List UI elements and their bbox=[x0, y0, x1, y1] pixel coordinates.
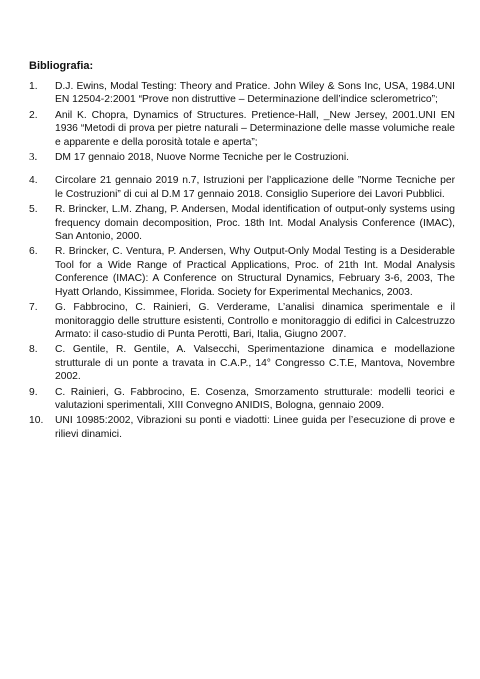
reference-text: G. Fabbrocino, C. Rainieri, G. Verderame, L’analisi dinamica sperimentale e il monitoraggio delle strutture esistenti, Controllo e monitoraggio di edifici in Calcestruzzo Armato: il caso-studio di Punta Perotti, Bari, Italia, Giugno 2007. bbox=[55, 302, 455, 340]
reference-item bbox=[29, 109, 455, 149]
reference-number: 7. bbox=[29, 302, 38, 314]
reference-text: Circolare 21 gennaio 2019 n.7, Istruzioni per l’applicazione delle ”Norme Tecniche per le Costruzioni” di cui al D.M 17 gennaio 2018. Consiglio Superiore dei Lavori Pubblici. bbox=[55, 175, 455, 200]
reference-number: 1. bbox=[29, 81, 38, 92]
reference-list bbox=[29, 80, 455, 443]
reference-number: 4. bbox=[29, 175, 38, 187]
reference-number: 3. bbox=[29, 151, 38, 164]
reference-text: DM 17 gennaio 2018, Nuove Norme Tecniche per le Costruzioni. bbox=[55, 152, 350, 164]
reference-text: R. Brincker, L.M. Zhang, P. Andersen, Modal identification of output-only systems using frequency domain decomposition, Proc. 18th Int. Modal Analysis Conference (IMAC), San Antonio, 2000. bbox=[55, 204, 455, 243]
reference-number: 2. bbox=[29, 109, 38, 121]
reference-text: C. Rainieri, G. Fabbrocino, E. Cosenza, Smorzamento strutturale: modelli teorici e valutazioni sperimentali, XIII Convegno ANIDIS, Bologna, gennaio 2009. bbox=[55, 386, 455, 411]
reference-item bbox=[29, 343, 455, 383]
reference-number: 5. bbox=[29, 204, 38, 216]
reference-item bbox=[29, 245, 455, 299]
reference-item bbox=[29, 80, 455, 107]
reference-item bbox=[29, 386, 455, 413]
reference-text: D.J. Ewins, Modal Testing: Theory and Pratice. John Wiley & Sons Inc, USA, 1984.UNI EN 12504-2:2001 “Prove non distruttive – Determinazione dell’indice sclerometrico”; bbox=[55, 81, 455, 106]
reference-text: Anil K. Chopra, Dynamics of Structures. Pretience-Hall, _New Jersey, 2001.UNI EN 1936 “Metodi di prova per pietre naturali – Determinazione delle masse volumiche reale e apparente e della porosità totale e aperta”; bbox=[55, 109, 455, 148]
bibliography-heading: Bibliografia: bbox=[29, 60, 94, 72]
reference-number: 10. bbox=[29, 415, 44, 427]
reference-item bbox=[29, 301, 455, 341]
reference-item bbox=[29, 174, 455, 201]
reference-item bbox=[29, 414, 455, 441]
reference-number: 6. bbox=[29, 246, 38, 258]
reference-item bbox=[29, 151, 455, 164]
reference-text: C. Gentile, R. Gentile, A. Valsecchi, Sperimentazione dinamica e modellazione strutturale di un ponte a travata in C.A.P., 14° Congresso C.T.E, Mantova, Novembre 2002. bbox=[55, 344, 455, 383]
reference-item bbox=[29, 203, 455, 243]
reference-number: 8. bbox=[29, 344, 38, 356]
reference-text: UNI 10985:2002, Vibrazioni su ponti e viadotti: Linee guida per l’esecuzione di prove e rilievi dinamici. bbox=[55, 415, 455, 440]
reference-text: R. Brincker, C. Ventura, P. Andersen, Why Output-Only Modal Testing is a Desiderable Tool for a Wide Range of Practical Applications, Proc. of 21th Int. Modal Analysis Conference (IMAC): A Conference on Structural Dynamics, February 3-6, 2003, The Hyatt Orlando, Kissimmee, Florida. Society for Experimental Mechanics, 2003. bbox=[55, 246, 455, 298]
reference-number: 9. bbox=[29, 386, 38, 398]
